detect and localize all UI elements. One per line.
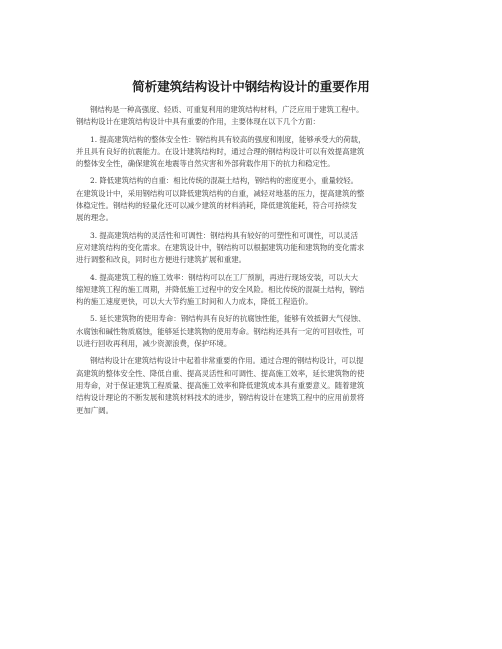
paragraph-line: 体稳定性。钢结构的轻量化还可以减少建筑的材料消耗，降低建筑能耗，符合可持续发 [76,201,357,211]
paragraph-line: 构的施工速度更快，可以大大节约施工时间和人力成本，降低工程造价。 [76,297,313,307]
paragraph-line: 的整体安全性，确保建筑在地震等自然灾害和外部荷载作用下的抗力和稳定性。 [76,159,335,169]
paragraph-line: 以进行回收再利用，减少资源浪费，保护环境。 [76,339,232,349]
paragraph-line: 高建筑的整体安全性、降低自重、提高灵活性和可调性、提高施工效率，延长建筑物的使 [76,368,365,378]
paragraph-line: 1. 提高建筑结构的整体安全性：钢结构具有较高的强度和刚度，能够承受大的荷载， [90,134,366,144]
paragraph-line: 应对建筑结构的变化需求。在建筑设计中，钢结构可以根据建筑功能和建筑物的变化需求 [76,242,365,252]
paragraph-line: 钢结构设计在建筑结构设计中起着非常重要的作用。通过合理的钢结构设计，可以提 [90,356,364,366]
paragraph-line: 展的理念。 [76,213,113,223]
paragraph-line: 4. 提高建筑工程的施工效率：钢结构可以在工厂预制，再进行现场安装，可以大大 [90,272,359,282]
paragraph-conclusion [76,355,427,416]
paragraph-line: 用寿命，对于保证建筑工程质量、提高施工效率和降低建筑成本具有重要意义。随着建筑 [76,380,365,390]
document-body [76,104,427,422]
paragraph-line: 进行调整和改良，同时也方便进行建筑扩展和重建。 [76,255,246,265]
paragraph-point-3 [76,230,427,267]
paragraph-line: 3. 提高建筑结构的灵活性和可调性：钢结构具有较好的可塑性和可调性，可以灵活 [90,230,359,240]
paragraph-point-4 [76,272,427,309]
paragraph-line: 在建筑设计中，采用钢结构可以降低建筑结构的自重，减轻对地基的压力，提高建筑的整 [76,188,365,198]
paragraph-point-1 [76,134,427,171]
paragraph-line: 钢结构是一种高强度、轻质、可重复利用的建筑结构材料，广泛应用于建筑工程中。 [90,105,364,114]
document-title: 简析建筑结构设计中钢结构设计的重要作用 [132,79,370,94]
paragraph-line: 结构设计理论的不断发展和建筑材料技术的进步，钢结构设计在建筑工程中的应用前景将 [76,393,365,403]
paragraph-line: 水腐蚀和碱性物质腐蚀，能够延长建筑物的使用寿命。钢结构还具有一定的可回收性，可 [76,326,365,336]
paragraph-line: 缩短建筑工程的施工周期，并降低施工过程中的安全风险。相比传统的混凝土结构，钢结 [76,284,365,294]
paragraph-line: 更加广阔。 [76,405,113,415]
paragraph-line: 钢结构设计在建筑结构设计中具有重要的作用，主要体现在以下几个方面： [76,117,320,127]
paragraph-point-5 [76,313,427,350]
paragraph-line: 5. 延长建筑物的使用寿命：钢结构具有良好的抗腐蚀性能，能够有效抵御大气侵蚀、 [90,314,366,324]
paragraph-point-2 [76,175,427,224]
paragraph-line: 2. 降低建筑结构的自重：相比传统的混凝土结构，钢结构的密度更小，重量较轻。 [90,176,359,186]
paragraph-intro [76,104,427,129]
paragraph-line: 并且具有良好的抗震能力。在设计建筑结构时，通过合理的钢结构设计可以有效提高建筑 [76,146,365,156]
